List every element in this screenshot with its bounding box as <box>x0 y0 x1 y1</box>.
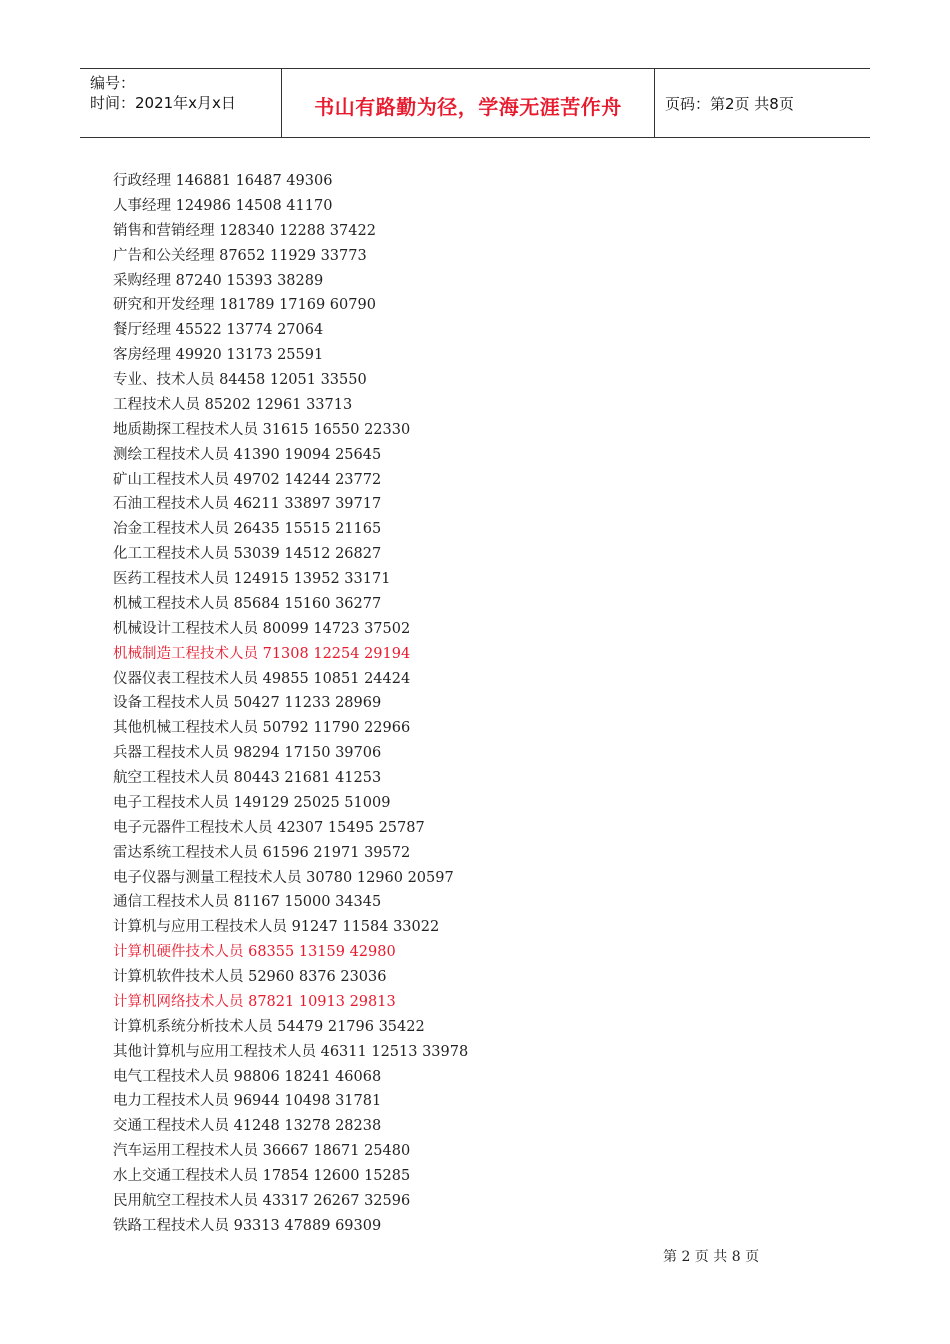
list-item: 机械制造工程技术人员 71308 12254 29194 <box>113 645 411 662</box>
list-item: 工程技术人员 85202 12961 33713 <box>113 396 353 413</box>
list-item: 地质勘探工程技术人员 31615 16550 22330 <box>113 421 411 438</box>
list-item: 电力工程技术人员 96944 10498 31781 <box>113 1093 382 1110</box>
list-item: 研究和开发经理 181789 17169 60790 <box>113 297 376 314</box>
list-item: 电气工程技术人员 98806 18241 46068 <box>113 1068 382 1085</box>
list-item: 行政经理 146881 16487 49306 <box>113 173 333 189</box>
list-item: 其他计算机与应用工程技术人员 46311 12513 33978 <box>113 1043 469 1060</box>
salary-list <box>113 169 468 1239</box>
list-item: 交通工程技术人员 41248 13278 28238 <box>113 1118 382 1135</box>
header-meta-cell <box>80 69 282 137</box>
list-item: 计算机系统分析技术人员 54479 21796 35422 <box>113 1018 425 1035</box>
motto-text: 书山有路勤为径，学海无涯苦作舟 <box>314 94 622 119</box>
list-item: 电子仪器与测量工程技术人员 30780 12960 20597 <box>113 869 454 886</box>
document-header <box>80 68 870 138</box>
list-item: 冶金工程技术人员 26435 15515 21165 <box>113 521 382 538</box>
list-item: 采购经理 87240 15393 38289 <box>113 272 324 289</box>
list-item: 铁路工程技术人员 93313 47889 69309 <box>113 1217 382 1234</box>
time-label: 时间：2021年x月x日 <box>90 94 236 112</box>
list-item: 计算机软件技术人员 52960 8376 23036 <box>113 969 387 985</box>
serial-label: 编号： <box>90 74 136 92</box>
list-item: 民用航空工程技术人员 43317 26267 32596 <box>113 1192 411 1209</box>
list-item: 广告和公关经理 87652 11929 33773 <box>113 247 367 264</box>
list-item: 化工工程技术人员 53039 14512 26827 <box>113 546 382 563</box>
page-info: 页码：第2页 共8页 <box>665 94 794 113</box>
list-item: 电子元器件工程技术人员 42307 15495 25787 <box>113 819 425 836</box>
list-item: 设备工程技术人员 50427 11233 28969 <box>113 695 382 712</box>
list-item: 汽车运用工程技术人员 36667 18671 25480 <box>113 1143 411 1160</box>
list-item: 销售和营销经理 128340 12288 37422 <box>113 222 376 239</box>
list-item: 航空工程技术人员 80443 21681 41253 <box>113 770 382 786</box>
list-item: 医药工程技术人员 124915 13952 33171 <box>113 571 391 587</box>
list-item: 餐厅经理 45522 13774 27064 <box>113 322 324 339</box>
list-item: 通信工程技术人员 81167 15000 34345 <box>113 894 382 911</box>
page-footer: 第 2 页 共 8 页 <box>663 1249 760 1265</box>
header-motto-cell <box>282 69 655 137</box>
list-item: 雷达系统工程技术人员 61596 21971 39572 <box>113 844 411 861</box>
list-item: 机械工程技术人员 85684 15160 36277 <box>113 595 382 612</box>
list-item: 矿山工程技术人员 49702 14244 23772 <box>113 471 382 488</box>
list-item: 仪器仪表工程技术人员 49855 10851 24424 <box>113 670 411 687</box>
list-item: 石油工程技术人员 46211 33897 39717 <box>113 496 382 513</box>
list-item: 其他机械工程技术人员 50792 11790 22966 <box>113 720 411 737</box>
list-item: 计算机与应用工程技术人员 91247 11584 33022 <box>113 919 440 936</box>
list-item: 计算机硬件技术人员 68355 13159 42980 <box>113 944 396 961</box>
list-item: 机械设计工程技术人员 80099 14723 37502 <box>113 620 411 637</box>
list-item: 测绘工程技术人员 41390 19094 25645 <box>113 446 382 463</box>
list-item: 专业、技术人员 84458 12051 33550 <box>113 372 367 388</box>
list-item: 电子工程技术人员 149129 25025 51009 <box>113 794 391 811</box>
list-item: 人事经理 124986 14508 41170 <box>113 197 333 214</box>
list-item: 兵器工程技术人员 98294 17150 39706 <box>113 745 382 762</box>
list-item: 计算机网络技术人员 87821 10913 29813 <box>113 993 396 1010</box>
header-page-cell <box>655 69 870 137</box>
list-item: 客房经理 49920 13173 25591 <box>113 347 324 364</box>
list-item: 水上交通工程技术人员 17854 12600 15285 <box>113 1168 411 1184</box>
